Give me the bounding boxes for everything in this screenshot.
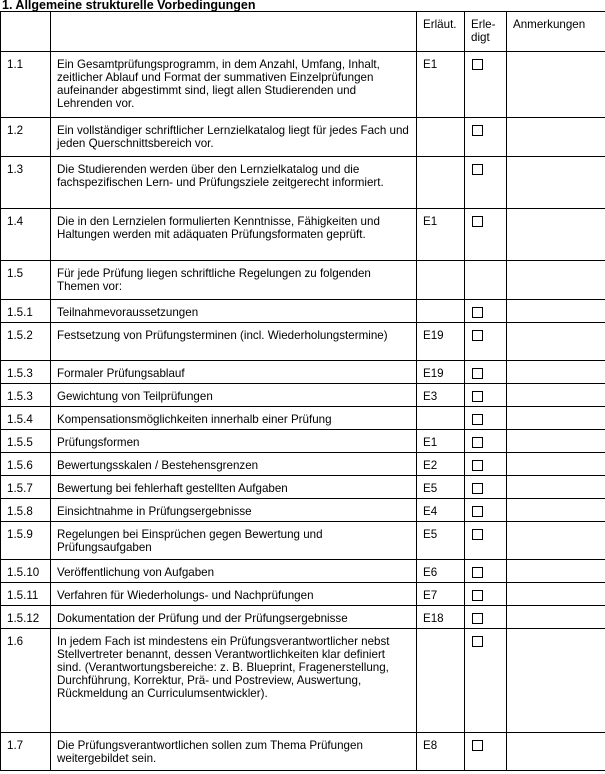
row-requirement-text: Die Studierenden werden über den Lernzielkatalog und die fachspezifischen Lern- und Prüfungsziele zeitgerecht informiert. <box>51 157 417 209</box>
row-erledigt-cell <box>465 476 507 499</box>
table-row <box>1 430 605 453</box>
row-requirement-text: Verfahren für Wiederholungs- und Nachprüfungen <box>51 583 417 606</box>
row-number: 1.5.11 <box>1 583 51 606</box>
table-row <box>1 361 605 384</box>
table-row <box>1 157 605 209</box>
row-erledigt-cell <box>465 209 507 261</box>
row-number: 1.3 <box>1 157 51 209</box>
row-number: 1.6 <box>1 629 51 733</box>
row-number: 1.5 <box>1 261 51 300</box>
row-anmerkungen-cell[interactable] <box>507 384 605 407</box>
erledigt-checkbox[interactable] <box>472 307 483 318</box>
row-erlaeuterung: E3 <box>417 384 465 407</box>
erledigt-checkbox[interactable] <box>472 330 483 341</box>
table-row <box>1 209 605 261</box>
row-erledigt-cell <box>465 606 507 629</box>
row-erledigt-cell <box>465 52 507 118</box>
row-requirement-text: Prüfungsformen <box>51 430 417 453</box>
row-requirement-text: Formaler Prüfungsablauf <box>51 361 417 384</box>
row-erledigt-cell <box>465 499 507 522</box>
row-number: 1.4 <box>1 209 51 261</box>
erledigt-checkbox[interactable] <box>472 59 483 70</box>
row-requirement-text: Bewertungsskalen / Bestehensgrenzen <box>51 453 417 476</box>
row-erledigt-cell <box>465 522 507 560</box>
erledigt-checkbox[interactable] <box>472 529 483 540</box>
row-erledigt-cell <box>465 733 507 771</box>
table-row <box>1 476 605 499</box>
row-requirement-text: Einsichtnahme in Prüfungsergebnisse <box>51 499 417 522</box>
erledigt-checkbox[interactable] <box>472 460 483 471</box>
row-requirement-text: Festsetzung von Prüfungsterminen (incl. Wiederholungstermine) <box>51 323 417 361</box>
row-erlaeuterung <box>417 261 465 300</box>
row-erlaeuterung: E5 <box>417 476 465 499</box>
table-header-row <box>1 12 605 52</box>
row-number: 1.1 <box>1 52 51 118</box>
row-requirement-text: Kompensationsmöglichkeiten innerhalb einer Prüfung <box>51 407 417 430</box>
row-anmerkungen-cell[interactable] <box>507 209 605 261</box>
row-erlaeuterung <box>417 157 465 209</box>
row-requirement-text: Ein Gesamtprüfungsprogramm, in dem Anzahl, Umfang, Inhalt, zeitlicher Ablauf und Format der summativen Einzelprüfungen aufeinander abgestimmt sind, liegt allen Studierenden und Lehrenden vor. <box>51 52 417 118</box>
section-heading: 1. Allgemeine strukturelle Vorbedingungen <box>2 0 256 12</box>
table-row <box>1 453 605 476</box>
row-number: 1.5.4 <box>1 407 51 430</box>
row-anmerkungen-cell[interactable] <box>507 583 605 606</box>
row-erledigt-cell <box>465 560 507 583</box>
row-anmerkungen-cell[interactable] <box>507 323 605 361</box>
row-erlaeuterung: E8 <box>417 733 465 771</box>
row-erlaeuterung: E4 <box>417 499 465 522</box>
row-anmerkungen-cell[interactable] <box>507 629 605 733</box>
row-number: 1.5.9 <box>1 522 51 560</box>
erledigt-checkbox[interactable] <box>472 636 483 647</box>
table-row <box>1 261 605 300</box>
row-anmerkungen-cell[interactable] <box>507 606 605 629</box>
row-erledigt-cell <box>465 300 507 323</box>
row-anmerkungen-cell[interactable] <box>507 499 605 522</box>
erledigt-checkbox[interactable] <box>472 368 483 379</box>
row-erledigt-cell <box>465 430 507 453</box>
row-erlaeuterung: E1 <box>417 430 465 453</box>
row-erledigt-cell <box>465 384 507 407</box>
row-anmerkungen-cell[interactable] <box>507 261 605 300</box>
row-requirement-text: Bewertung bei fehlerhaft gestellten Aufgaben <box>51 476 417 499</box>
row-erlaeuterung: E5 <box>417 522 465 560</box>
row-anmerkungen-cell[interactable] <box>507 361 605 384</box>
table-row <box>1 118 605 157</box>
row-number: 1.7 <box>1 733 51 771</box>
table-row <box>1 560 605 583</box>
table-row <box>1 583 605 606</box>
table-row <box>1 52 605 118</box>
erledigt-checkbox[interactable] <box>472 125 483 136</box>
row-anmerkungen-cell[interactable] <box>507 300 605 323</box>
erledigt-checkbox[interactable] <box>472 164 483 175</box>
header-anmerkungen: Anmerkungen <box>507 12 605 52</box>
row-erlaeuterung: E1 <box>417 209 465 261</box>
row-requirement-text: Ein vollständiger schriftlicher Lernzielkatalog liegt für jedes Fach und jeden Querschnittsbereich vor. <box>51 118 417 157</box>
row-requirement-text: Für jede Prüfung liegen schriftliche Regelungen zu folgenden Themen vor: <box>51 261 417 300</box>
table-row <box>1 733 605 771</box>
row-anmerkungen-cell[interactable] <box>507 407 605 430</box>
header-erlaeut: Erläut. <box>417 12 465 52</box>
row-erlaeuterung: E7 <box>417 583 465 606</box>
row-anmerkungen-cell[interactable] <box>507 733 605 771</box>
row-requirement-text: Die in den Lernzielen formulierten Kenntnisse, Fähigkeiten und Haltungen werden mit adäquaten Prüfungsformaten geprüft. <box>51 209 417 261</box>
row-number: 1.5.10 <box>1 560 51 583</box>
erledigt-checkbox[interactable] <box>472 613 483 624</box>
row-requirement-text: In jedem Fach ist mindestens ein Prüfungsverantwortlicher nebst Stellvertreter benannt, dessen Verantwortlichkeiten klar definiert sind. (Verantwortungsbereiche: z. B. Blueprint, Fragenerstellung, Durchführung, Korrektur, Prä- und Postreview, Auswertung, Rückmeldung an Curriculumsentwickler). <box>51 629 417 733</box>
header-erledigt-label: Erle- digt <box>471 18 496 44</box>
row-anmerkungen-cell[interactable] <box>507 476 605 499</box>
erledigt-checkbox[interactable] <box>472 506 483 517</box>
row-requirement-text: Dokumentation der Prüfung und der Prüfungsergebnisse <box>51 606 417 629</box>
erledigt-checkbox[interactable] <box>472 740 483 751</box>
erledigt-checkbox[interactable] <box>472 414 483 425</box>
table-row <box>1 606 605 629</box>
row-number: 1.5.5 <box>1 430 51 453</box>
row-anmerkungen-cell[interactable] <box>507 522 605 560</box>
row-erlaeuterung: E18 <box>417 606 465 629</box>
row-erlaeuterung <box>417 118 465 157</box>
table-row <box>1 522 605 560</box>
row-number: 1.5.2 <box>1 323 51 361</box>
table-row <box>1 300 605 323</box>
header-erledigt <box>465 12 507 52</box>
row-number: 1.5.7 <box>1 476 51 499</box>
row-erledigt-cell <box>465 157 507 209</box>
row-number: 1.5.8 <box>1 499 51 522</box>
row-erledigt-cell <box>465 407 507 430</box>
row-erlaeuterung <box>417 629 465 733</box>
row-number: 1.2 <box>1 118 51 157</box>
row-anmerkungen-cell[interactable] <box>507 453 605 476</box>
erledigt-checkbox[interactable] <box>472 391 483 402</box>
row-anmerkungen-cell[interactable] <box>507 118 605 157</box>
row-erlaeuterung: E19 <box>417 361 465 384</box>
row-number: 1.5.3 <box>1 384 51 407</box>
row-erlaeuterung: E6 <box>417 560 465 583</box>
table-row <box>1 499 605 522</box>
header-nr <box>1 12 51 52</box>
row-number: 1.5.1 <box>1 300 51 323</box>
row-anmerkungen-cell[interactable] <box>507 560 605 583</box>
erledigt-checkbox[interactable] <box>472 567 483 578</box>
row-anmerkungen-cell[interactable] <box>507 157 605 209</box>
row-erlaeuterung <box>417 300 465 323</box>
row-erlaeuterung: E1 <box>417 52 465 118</box>
checklist-table <box>0 11 605 771</box>
row-erledigt-cell <box>465 583 507 606</box>
row-erledigt-cell <box>465 629 507 733</box>
erledigt-checkbox[interactable] <box>472 590 483 601</box>
row-erlaeuterung: E19 <box>417 323 465 361</box>
row-anmerkungen-cell[interactable] <box>507 52 605 118</box>
table-row <box>1 407 605 430</box>
row-erlaeuterung <box>417 407 465 430</box>
row-requirement-text: Gewichtung von Teilprüfungen <box>51 384 417 407</box>
row-number: 1.5.6 <box>1 453 51 476</box>
header-text <box>51 12 417 52</box>
table-row <box>1 384 605 407</box>
row-erledigt-cell <box>465 261 507 300</box>
row-requirement-text: Veröffentlichung von Aufgaben <box>51 560 417 583</box>
row-erledigt-cell <box>465 361 507 384</box>
table-row <box>1 629 605 733</box>
row-erledigt-cell <box>465 323 507 361</box>
erledigt-checkbox[interactable] <box>472 216 483 227</box>
row-requirement-text: Regelungen bei Einsprüchen gegen Bewertung und Prüfungsaufgaben <box>51 522 417 560</box>
row-number: 1.5.3 <box>1 361 51 384</box>
table-row <box>1 323 605 361</box>
row-requirement-text: Die Prüfungsverantwortlichen sollen zum Thema Prüfungen weitergebildet sein. <box>51 733 417 771</box>
row-requirement-text: Teilnahmevoraussetzungen <box>51 300 417 323</box>
row-erlaeuterung: E2 <box>417 453 465 476</box>
erledigt-checkbox[interactable] <box>472 437 483 448</box>
erledigt-checkbox[interactable] <box>472 483 483 494</box>
row-number: 1.5.12 <box>1 606 51 629</box>
row-erledigt-cell <box>465 118 507 157</box>
row-erledigt-cell <box>465 453 507 476</box>
row-anmerkungen-cell[interactable] <box>507 430 605 453</box>
